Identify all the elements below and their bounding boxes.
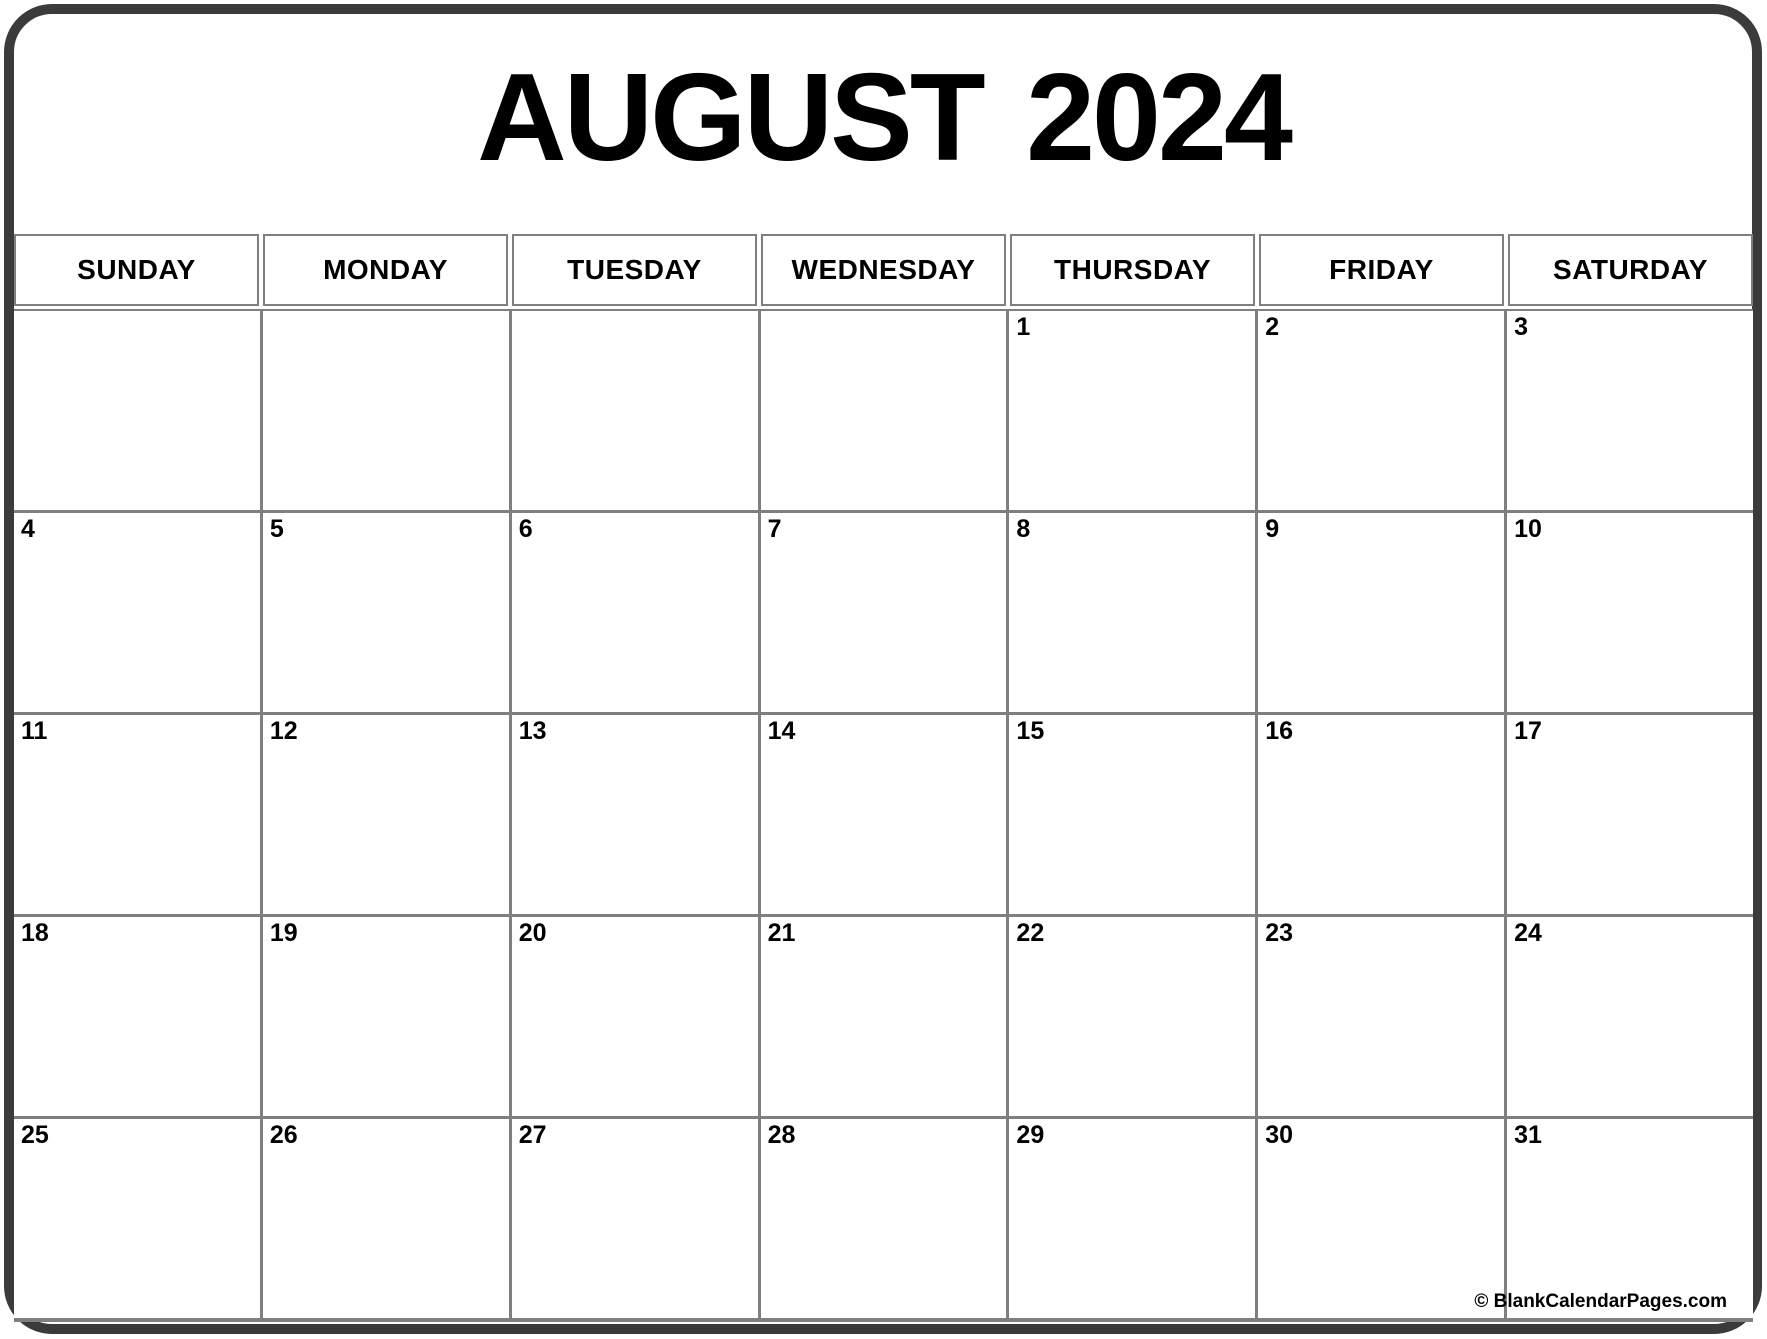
day-cell-12 — [263, 715, 509, 914]
weekday-header-saturday: SATURDAY — [1508, 234, 1753, 306]
weekday-header-row — [14, 234, 1753, 306]
weekday-header-sunday: SUNDAY — [14, 234, 259, 306]
day-cell-29 — [1009, 1119, 1255, 1318]
day-cell-27 — [512, 1119, 758, 1318]
day-number: 19 — [269, 919, 298, 947]
day-cell-9 — [1258, 513, 1504, 712]
day-cell-empty — [761, 311, 1007, 510]
day-number: 22 — [1016, 919, 1045, 947]
day-number: 25 — [21, 1121, 49, 1149]
day-number: 11 — [21, 717, 48, 745]
day-cell-13 — [512, 715, 758, 914]
weekday-header-friday: FRIDAY — [1259, 234, 1504, 306]
day-cell-18 — [14, 917, 260, 1116]
day-number: 10 — [1514, 515, 1542, 543]
day-cell-25 — [14, 1119, 260, 1318]
day-number: 3 — [1514, 313, 1529, 341]
day-number: 13 — [518, 717, 547, 745]
day-cell-empty — [263, 311, 509, 510]
weekday-header-thursday: THURSDAY — [1010, 234, 1255, 306]
day-number: 24 — [1514, 919, 1542, 947]
day-cell-28 — [761, 1119, 1007, 1318]
day-cell-16 — [1258, 715, 1504, 914]
calendar-grid — [14, 234, 1753, 1322]
day-cell-7 — [761, 513, 1007, 712]
day-cell-4 — [14, 513, 260, 712]
day-cell-19 — [263, 917, 509, 1116]
day-number: 21 — [767, 919, 796, 947]
day-number: 18 — [21, 919, 49, 947]
day-cell-10 — [1507, 513, 1753, 712]
copyright-text: © BlankCalendarPages.com — [1474, 1291, 1727, 1313]
day-cell-6 — [512, 513, 758, 712]
day-number: 12 — [269, 717, 298, 745]
day-number: 14 — [767, 717, 796, 745]
day-cell-8 — [1009, 513, 1255, 712]
day-cell-14 — [761, 715, 1007, 914]
day-number: 7 — [767, 515, 782, 543]
day-number: 20 — [518, 919, 547, 947]
day-cell-17 — [1507, 715, 1753, 914]
day-cell-21 — [761, 917, 1007, 1116]
day-number: 6 — [518, 515, 533, 543]
day-number: 5 — [269, 515, 284, 543]
day-cell-11 — [14, 715, 260, 914]
day-number: 9 — [1265, 515, 1280, 543]
day-cell-31 — [1474, 1119, 1753, 1318]
day-number: 17 — [1514, 717, 1542, 745]
day-cell-24 — [1507, 917, 1753, 1116]
weeks-grid — [14, 309, 1753, 1322]
weekday-header-wednesday: WEDNESDAY — [761, 234, 1006, 306]
day-number: 27 — [518, 1121, 547, 1149]
day-number: 30 — [1265, 1121, 1294, 1149]
day-cell-22 — [1009, 917, 1255, 1116]
day-cell-1 — [1009, 311, 1255, 510]
day-number: 23 — [1265, 919, 1294, 947]
day-cell-empty — [14, 311, 260, 510]
day-cell-20 — [512, 917, 758, 1116]
weekday-header-tuesday: TUESDAY — [512, 234, 757, 306]
day-number: 1 — [1016, 313, 1031, 341]
day-number: 26 — [269, 1121, 298, 1149]
day-number: 15 — [1016, 717, 1045, 745]
month-title: AUGUST 2024 — [477, 49, 1290, 187]
day-number: 29 — [1016, 1121, 1045, 1149]
day-number: 31 — [1514, 1121, 1542, 1149]
day-cell-26 — [263, 1119, 509, 1318]
day-number: 28 — [767, 1121, 796, 1149]
day-cell-23 — [1258, 917, 1504, 1116]
day-number: 8 — [1016, 515, 1031, 543]
day-number: 2 — [1265, 313, 1280, 341]
day-cell-15 — [1009, 715, 1255, 914]
weekday-header-monday: MONDAY — [263, 234, 508, 306]
day-cell-5 — [263, 513, 509, 712]
day-cell-3 — [1507, 311, 1753, 510]
day-cell-2 — [1258, 311, 1504, 510]
day-number: 16 — [1265, 717, 1294, 745]
day-cell-30 — [1258, 1119, 1504, 1318]
day-cell-empty — [512, 311, 758, 510]
day-number: 4 — [21, 515, 35, 543]
